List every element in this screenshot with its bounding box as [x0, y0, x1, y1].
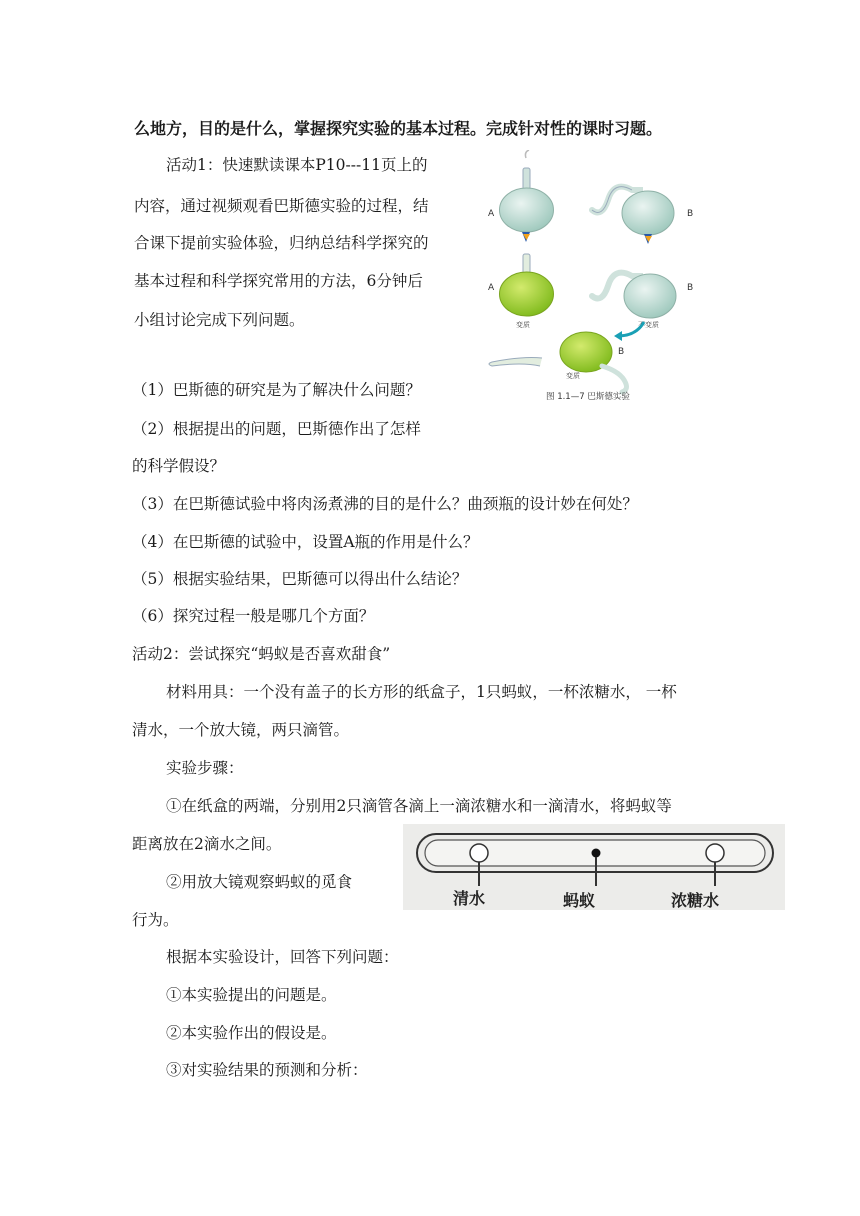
answer-1: ①本实验提出的问题是。	[166, 986, 337, 1004]
ant-experiment-figure	[403, 824, 785, 910]
activity1-line-3: 合课下提前实验体验，归纳总结科学探究的	[134, 234, 429, 252]
steps-title: 实验步骤：	[166, 759, 244, 777]
ant-dot	[592, 849, 601, 858]
answer-2: ②本实验作出的假设是。	[166, 1024, 337, 1042]
label-water: 清水	[453, 889, 486, 908]
answer-prompt: 根据本实验设计，回答下列问题：	[166, 948, 399, 966]
activity1-line-5: 小组讨论完成下列问题。	[134, 311, 305, 329]
question-6: （6）探究过程一般是哪几个方面？	[132, 607, 375, 625]
pasteur-experiment-figure	[482, 150, 714, 406]
label-a-top: A	[488, 209, 495, 219]
materials-line-2: 清水，一个放大镜，两只滴管。	[132, 721, 350, 739]
question-2-cont: 的科学假设？	[132, 457, 226, 475]
activity1-line-4: 基本过程和科学探究常用的方法，6分钟后	[134, 272, 423, 290]
label-b-top: B	[687, 209, 694, 219]
label-spoiled-b: 变质	[566, 372, 580, 380]
flask-a-spoiled	[500, 254, 554, 316]
flask-b-heated	[592, 187, 674, 244]
activity1-line-2: 内容，通过视频观看巴斯德实验的过程，结	[134, 197, 429, 215]
question-2: （2）根据提出的问题，巴斯德作出了怎样	[132, 420, 421, 438]
label-b-bottom: B	[618, 347, 625, 357]
flask-b-not-spoiled	[592, 273, 676, 318]
label-a-bottom: A	[488, 283, 495, 293]
flask-b-spoiled	[489, 332, 627, 392]
label-sugar: 浓糖水	[671, 891, 720, 910]
label-b-middle: B	[687, 283, 694, 293]
step-1: ①在纸盒的两端，分别用2只滴管各滴上一滴浓糖水和一滴清水，将蚂蚁等	[166, 797, 672, 815]
step-2-cont: 行为。	[132, 911, 179, 929]
figure-caption: 图 1.1—7 巴斯德实验	[546, 392, 630, 402]
activity1-line-1: 活动1：快速默读课本P10---11页上的	[166, 156, 428, 174]
question-5: （5）根据实验结果，巴斯德可以得出什么结论？	[132, 570, 468, 588]
question-3: （3）在巴斯德试验中将肉汤煮沸的目的是什么？曲颈瓶的设计妙在何处？	[132, 495, 638, 513]
question-1: （1）巴斯德的研究是为了解决什么问题？	[132, 381, 421, 399]
label-spoiled-a: 变质	[516, 321, 530, 329]
water-drop	[470, 844, 488, 862]
answer-3: ③对实验结果的预测和分析：	[166, 1061, 368, 1079]
activity2-title: 活动2：尝试探究“蚂蚁是否喜欢甜食”	[132, 645, 391, 663]
label-not-spoiled: 不变质	[638, 321, 659, 329]
question-4: （4）在巴斯德的试验中，设置A瓶的作用是什么？	[132, 533, 479, 551]
step-2: ②用放大镜观察蚂蚁的觅食	[166, 873, 353, 891]
flask-a-heated	[500, 150, 554, 242]
step-1-cont: 距离放在2滴水之间。	[132, 835, 282, 853]
label-ant: 蚂蚁	[563, 891, 596, 910]
materials-line-1: 材料用具：一个没有盖子的长方形的纸盒子，1只蚂蚁，一杯浓糖水， 一杯	[166, 683, 677, 701]
intro-line: 么地方，目的是什么，掌握探究实验的基本过程。完成针对性的课时习题。	[134, 119, 663, 138]
sugar-drop	[706, 844, 724, 862]
